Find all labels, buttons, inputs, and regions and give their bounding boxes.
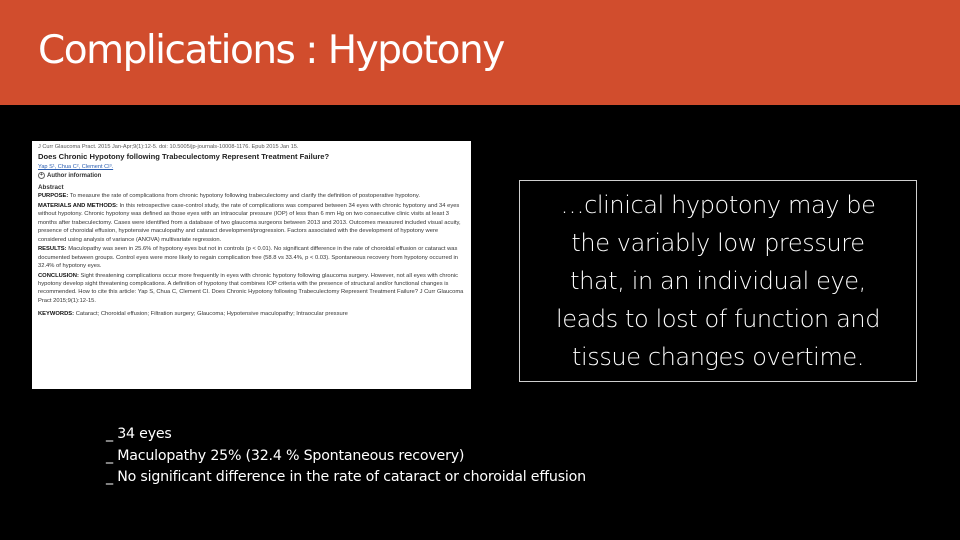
conclusion-label: CONCLUSION: (38, 272, 79, 279)
bullet-list (106, 424, 586, 489)
author-links[interactable]: Yap S¹, Chua C², Clement CI³. (38, 164, 114, 171)
purpose-text: To measure the rate of complications from chronic hypotony following trabeculectomy and clarify the definition of postoperative hypotony. (69, 193, 420, 200)
keywords-text: Cataract; Choroidal effusion; Filtration surgery; Glaucoma; Hypotensive maculopathy; Intraocular pressure (75, 311, 348, 318)
author-info-toggle[interactable] (38, 172, 465, 179)
bullet-item: _ No significant difference in the rate of cataract or choroidal effusion (106, 469, 586, 485)
quote-text: …clinical hypotony may be the variably low pressure that, in an individual eye, leads to lost of function and tissue changes overtime. (555, 191, 881, 371)
expand-icon: + (38, 172, 45, 179)
purpose-label: PURPOSE: (38, 193, 69, 200)
bullet-item: _ Maculopathy 25% (32.4 % Spontaneous recovery) (106, 447, 465, 464)
methods-paragraph (38, 202, 465, 244)
results-paragraph (38, 245, 465, 270)
conclusion-text: Sight threatening complications occur more frequently in eyes with chronic hypotony following glaucoma surgery. However, not all eyes with chronic hypotony develop sight threatening complications. A definition of hypotony that combines IOP criteria with the presence of structural and/or functional changes is recommended. How to cite this article: Yap S, Chua C, Clement CI. Does Chronic Hypotony following Trabeculectomy Represent Treatment Failure? J Curr Glaucoma Pract 2015;9(1):12-15. (38, 272, 464, 304)
methods-label: MATERIALS AND METHODS: (38, 202, 118, 209)
bullet-item: _ 34 eyes (106, 426, 172, 442)
slide-title: Complications : Hypotony (38, 28, 504, 73)
author-info-label: Author information (47, 173, 102, 180)
article-title: Does Chronic Hypotony following Trabeculectomy Represent Treatment Failure? (38, 152, 330, 162)
abstract-screenshot (32, 141, 471, 389)
conclusion-paragraph (38, 272, 465, 306)
results-text: Maculopathy was seen in 25.6% of hypotony eyes but not in controls (p < 0.01). No significant difference in the rate of choroidal effusion or cataract was documented between groups. Control eyes were more likely to regain complication free (58.8 vs 33.4%, p < 0.03). Spontaneous recovery from hypotony occurred in 32.4% of hypotony eyes. (38, 246, 459, 270)
abstract-heading: Abstract (38, 184, 64, 192)
title-bar (0, 0, 960, 105)
keywords-paragraph (38, 310, 465, 318)
quote-box (519, 180, 917, 382)
methods-text: In this retrospective case-control study, the rate of complications was compared between 34 eyes with chronic hypotony and 34 eyes without hypotony. Chronic hypotony was defined as those eyes with an intraocular pressure (IOP) of less than 6 mm Hg on two consecutive clinic visits at least 3 months after trabeculectomy. Cases were identified from a database of two glaucoma surgeons between 2013 and 2013. Outcomes measured included visual acuity, presence of choroidal effusion, hypotensive maculopathy and cataract development/progression. Factors associated with the development of hypotony were considered using analysis of variance (ANOVA) multivariate regression. (38, 202, 461, 243)
results-label: RESULTS: (38, 246, 67, 253)
citation-meta: J Curr Glaucoma Pract. 2015 Jan-Apr;9(1):12-5. doi: 10.5005/jp-journals-10008-1176. Epub 2015 Jan 15. (38, 144, 299, 150)
purpose-paragraph (38, 192, 465, 200)
keywords-label: KEYWORDS: (38, 311, 75, 318)
